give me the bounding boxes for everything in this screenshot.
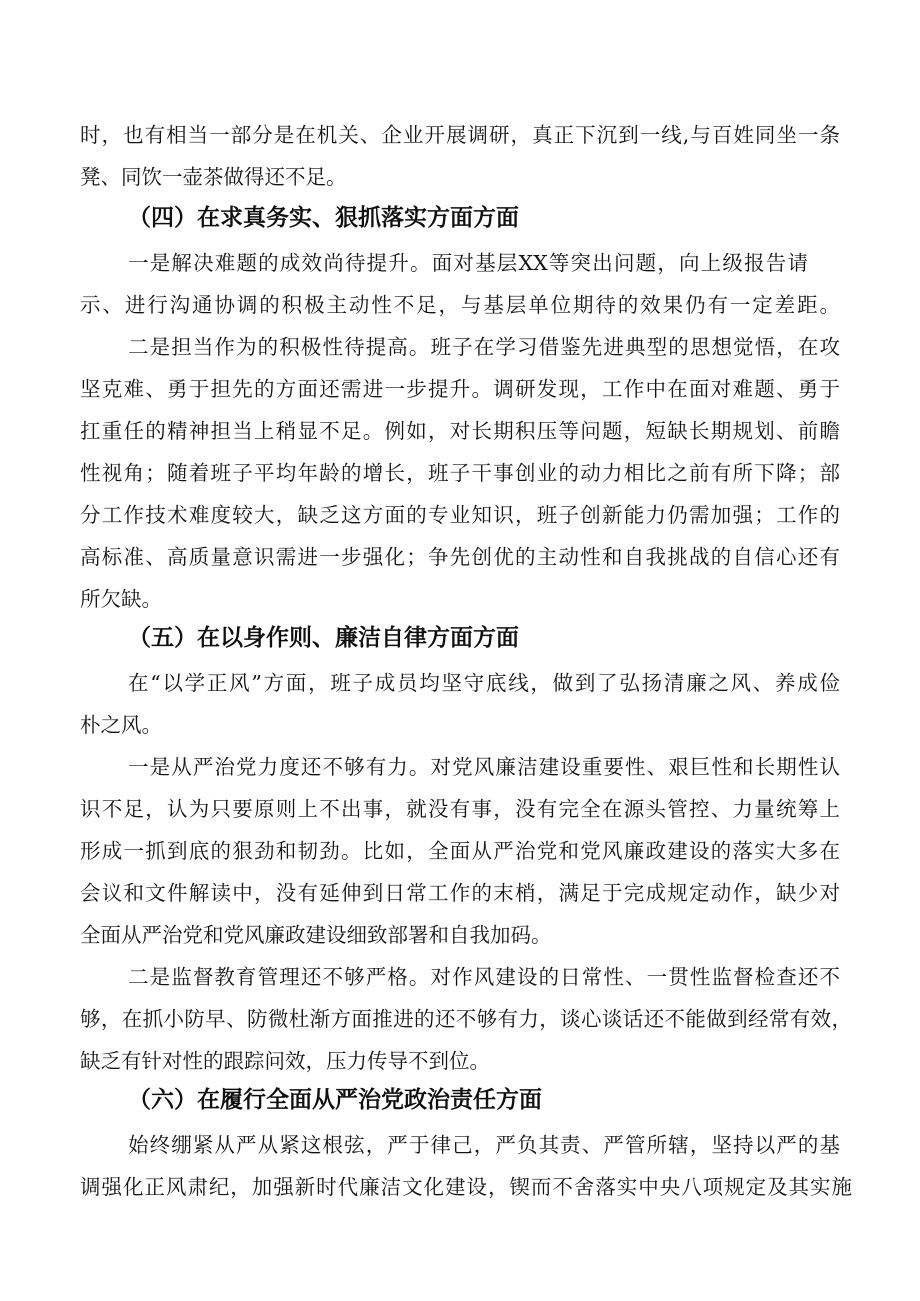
paragraph-line: 全面从严治党和党风廉政建设细致部署和自我加码。 (80, 923, 552, 947)
paragraph-line: 二是担当作为的积极性待提高。班子在学习借鉴先进典型的思想觉悟，在攻 (128, 335, 840, 359)
paragraph-line: 识不足，认为只要原则上不出事，就没有事，没有完全在源头管控、力量统筹上 (80, 797, 840, 821)
paragraph-line: 够，在抓小防早、防微杜渐方面推进的还不够有力，谈心谈话还不能做到经常有效， (80, 1007, 852, 1031)
paragraph-line: 朴之风。 (80, 713, 162, 737)
section-heading: （五）在以身作则、廉洁自律方面方面 (128, 625, 519, 651)
paragraph-line: 形成一抓到底的狠劲和韧劲。比如，全面从严治党和党风廉政建设的落实大多在 (80, 839, 840, 863)
paragraph-line: 分工作技术难度较大，缺乏这方面的专业知识，班子创新能力仍需加强；工作的 (80, 503, 840, 527)
paragraph-line: 一是从严治党力度还不够有力。对党风廉洁建设重要性、艰巨性和长期性认 (128, 755, 840, 779)
paragraph-line: 二是监督教育管理还不够严格。对作风建设的日常性、一贯性监督检查还不 (128, 965, 840, 989)
paragraph-line: 时，也有相当一部分是在机关、企业开展调研，真正下沉到一线,与百姓同坐一条 (80, 123, 840, 147)
section-heading: （四）在求真务实、狠抓落实方面方面 (128, 205, 519, 231)
paragraph-line: 凳、同饮一壶茶做得还不足。 (80, 165, 347, 189)
paragraph-line: 在“以学正风”方面，班子成员均坚守底线，做到了弘扬清廉之风、养成俭 (128, 671, 840, 695)
paragraph-line: 缺乏有针对性的跟踪问效，压力传导不到位。 (80, 1049, 490, 1073)
paragraph-line: 调强化正风肃纪，加强新时代廉洁文化建设，锲而不舍落实中央八项规定及其实施 (80, 1175, 852, 1199)
paragraph-line: 示、进行沟通协调的积极主动性不足，与基层单位期待的效果仍有一定差距。 (80, 293, 840, 317)
paragraph-line: 始终绷紧从严从紧这根弦，严于律己，严负其责、严管所辖，坚持以严的基 (128, 1133, 840, 1157)
paragraph-line: 性视角；随着班子平均年龄的增长，班子干事创业的动力相比之前有所下降；部 (80, 461, 840, 485)
paragraph-line: 扛重任的精神担当上稍显不足。例如，对长期积压等问题，短缺长期规划、前瞻 (80, 419, 840, 443)
paragraph-line: 会议和文件解读中，没有延伸到日常工作的末梢，满足于完成规定动作，缺少对 (80, 881, 840, 905)
paragraph-line: 坚克难、勇于担先的方面还需进一步提升。调研发现，工作中在面对难题、勇于 (80, 377, 840, 401)
paragraph-line: 所欠缺。 (80, 587, 162, 611)
section-heading: （六）在履行全面从严治党政治责任方面 (128, 1087, 542, 1113)
paragraph-line: 一是解决难题的成效尚待提升。面对基层XX等突出问题，向上级报告请 (128, 251, 808, 275)
paragraph-line: 高标准、高质量意识需进一步强化；争先创优的主动性和自我挑战的自信心还有 (80, 545, 840, 569)
